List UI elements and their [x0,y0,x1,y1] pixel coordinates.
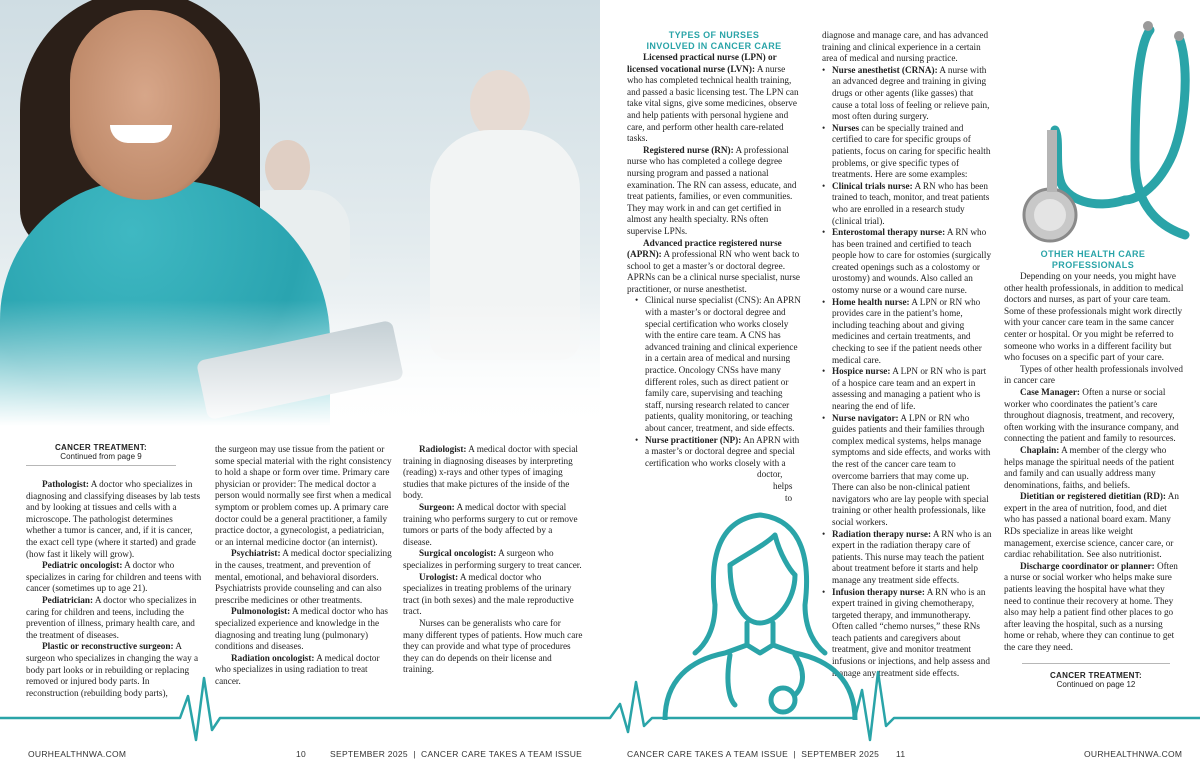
infusion-item: • Infusion therapy nurse: A RN who is an expert trained in giving chemotherapy, targeted therapy, and immunotherapy. Often called “chemo nurses,” these RNs teach patients and caregivers about treatment, give and monitor treatment infusions or injections, and help assess and manage any treatment side effects. [822,587,992,680]
footer-left-site: OURHEALTHNWA.COM [28,749,127,759]
continued-on-title: CANCER TREATMENT: [1049,671,1143,680]
discharge-entry: Discharge coordinator or planner: Often a nurse or social worker who helps make sure patients leaving the hospital have what they need to continue their recovery at home. They also may help a patient find other places to go after leaving the hospital, such as a nursing home or rehab, where they can continue to get the care they need. [1004,560,1178,652]
footer-right-page: 11 [896,749,906,759]
chaplain-entry: Chaplain: A member of the clergy who helps manage the spiritual needs of the patient and family and can usually address many denominations, faiths, and beliefs. [1004,444,1175,490]
heartbeat-line [0,660,1200,750]
footer-right-issue: CANCER CARE TAKES A TEAM ISSUE | SEPTEMBER 2025 [627,749,880,759]
continued-on-text: Continued on page 12 [1056,680,1136,689]
pediatric-oncologist-entry: Pediatric oncologist: A doctor who specializes in caring for children and teens with cancer (sometimes up to age 21). [26,560,202,594]
other-intro: Depending on your needs, you might have other health professionals, in addition to medical doctors and nurses, as part of your care team. Some of these professionals might work directly with your cancer care team in the same cancer center or hospital. Or you might be referred to someone who works in a different facility but who focuses on a specific part of your care. [1004,271,1184,363]
other-types: Types of other health professionals involved in cancer care [1004,363,1183,386]
radiologist-entry: Radiologist: A medical doctor with special training in diagnosing diseases by interpreting (reading) x-rays and other types of imaging studies that make pictures of the inside of the body. [403,444,578,501]
right-column-3 [1004,271,1184,654]
nurse-photo [0,0,600,440]
pulmonologist-entry: Pulmonologist: A medical doctor who has specialized experience and knowledge in the diagnosing and treating lung (pulmonary) conditions and diseases. [215,606,388,652]
generalists-paragraph: Nurses can be generalists who care for many different types of patients. How much care they can provide and what type of procedures they can do depends on their license and training. [403,617,583,675]
left-column-2 [215,444,393,687]
cns-item: • Clinical nurse specialist (CNS): An APRN with a master’s or doctoral degree and special certification who works closely with the entire care team. A CNS has advanced training and clinical experience in a certain area of medical and nursing practice. Oncology CNSs have many different roles, such as direct patient or family care, supervising and teaching staff, nursing research related to cancer patients, quality monitoring, or teaching about cancer, treatment, and side effects. [635,295,803,434]
surgeon-entry: Surgeon: A medical doctor with special training who performs surgery to cut or remove tumors or parts of the body affected by a disease. [403,501,578,547]
plastic-surgeon-continued: the surgeon may use tissue from the patient or some special material with the right consistency to hold a shape or form over time. Primary care physician or provider: The medical doctor a person would normally see first when a medical symptom or problem comes up. A primary care doctor could be a general practitioner, a family practice doctor, a gynecologist, a pediatrician, or an internal medicine doctor (an internist). [215,444,392,547]
aprn-entry: Advanced practice registered nurse (APRN): A professional RN who went back to school to get a master’s or doctoral degree. APRNs can be a clinical nurse specialist, nurse practitioner, or nurse anesthetist. [627,237,800,294]
radiation-therapy-item: • Radiation therapy nurse: A RN who is an expert in the radiation therapy care of patients. This nurse may teach the patient about treatment before it starts and help manage any treatment side effects. [822,529,992,587]
case-manager-entry: Case Manager: Often a nurse or social worker who coordinates the patient’s care throughout diagnosis, treatment, and recovery, often working with the insurance company, and connecting the patient and family to resources. [1004,386,1179,444]
np-item: • Nurse practitioner (NP): An APRN with a master’s or doctoral degree and special certification who works closely with a [635,435,803,470]
types-of-nurses-heading: TYPES OF NURSES INVOLVED IN CANCER CARE [646,30,782,51]
radiation-oncologist-entry: Radiation oncologist: A medical doctor who specializes in using radiation to treat cancer. [215,652,380,686]
enterostomal-item: • Enterostomal therapy nurse: A RN who has been trained and certified to teach people how to care for ostomies (surgically created openings such as a colostomy or urostomy) and wounds. Also called an ostomy nurse or a wound care nurse. [822,227,992,297]
lpn-entry: Licensed practical nurse (LPN) or licensed vocational nurse (LVN): A nurse who has completed technical health training, and passed a basic licensing test. The LPN can take vital signs, give some medicines, observe and help patients with personal hygiene and care, and perform other health care-related tasks. [627,52,799,144]
navigator-item: • Nurse navigator: A LPN or RN who guides patients and their families through complex medical systems, helps manage symptoms and side effects, and works with the rest of the cancer care team to overcome barriers that may come up. There can also be non-clinical patient navigators who are lay people with special training or other health professionals, like social workers. [822,413,992,529]
continued-from-text: Continued from page 9 [60,452,142,461]
pediatrician-entry: Pediatrician: A doctor who specializes in caring for children and teens, including the prevention of illness, primary health care, and the treatment of diseases. [26,594,197,640]
plastic-surgeon-entry: Plastic or reconstructive surgeon: A surgeon who specializes in changing the way a body part looks or in rebuilding or replacing removed or injured body parts. In reconstruction (rebuilding body parts), [26,641,199,698]
hospice-item: • Hospice nurse: A LPN or RN who is part of a hospice care team and an expert in assessing and managing a patient who is nearing the end of life. [822,366,992,412]
footer-left-page: 10 [296,749,307,759]
rn-entry: Registered nurse (RN): A professional nurse who has completed a college degree nursing program and passed a national examination. The RN can assess, educate, and treat patients, families, or even communities. They may work in and can get certified in almost any health specialty. RNs often supervise LPNs. [627,144,797,236]
footer-left-issue: SEPTEMBER 2025 | CANCER CARE TAKES A TEAM ISSUE [330,749,583,759]
np-tail-2: helps [773,480,793,491]
psychiatrist-entry: Psychiatrist: A medical doctor specializing in the causes, treatment, and prevention of mental, emotional, and behavioral disorders. Psychiatrists provide counseling and can also prescribe medicines or other treatments. [215,548,392,605]
home-health-item: • Home health nurse: A LPN or RN who provides care in the patient’s home, including teaching about and giving medicines and certain treatments, and checking to see if the patient needs other medical care. [822,297,992,367]
clinical-trials-item: • Clinical trials nurse: A RN who has been trained to teach, monitor, and treat patients who are enrolled in a research study (clinical trial). [822,181,992,227]
crna-item: • Nurse anesthetist (CRNA): A nurse with an advanced degree and training in giving drugs or other agents (like gasses) that cause a total loss of feeling or relieve pain, most often during surgery. [822,65,992,123]
nurses-item: • Nurses can be specially trained and certified to care for specific groups of patients, focus on caring for specific health problems, or give specific types of treatments. Here are some examples: [822,123,992,181]
other-professionals-heading: OTHER HEALTH CARE PROFESSIONALS [1040,249,1146,270]
left-column-3 [403,444,583,676]
continued-from-label [26,443,176,469]
right-column-1 [627,52,803,504]
surgical-oncologist-entry: Surgical oncologist: A surgeon who specializes in performing surgery to treat cancer. [403,548,582,570]
urologist-entry: Urologist: A medical doctor who specializes in treating problems of the urinary tract (in both sexes) and the male reproductive tract. [403,571,574,617]
continued-from-title: CANCER TREATMENT: [54,443,148,452]
np-tail-3: to [785,492,793,503]
np-tail-1: doctor, [757,469,783,480]
np-continued: diagnose and manage care, and has advanced training and clinical experience in a certain area of medical and nursing practice. [822,30,989,64]
stethoscope-illustration [985,10,1200,245]
pathologist-entry: Pathologist: A doctor who specializes in diagnosing and classifying diseases by lab tests and by looking at tissues and cells with a microscope. The pathologist determines whether a tumor is cancer, and, if it is cancer, the exact cell type (where it started) and grade (how fast it likely will grow). [26,479,201,559]
dietitian-entry: Dietitian or registered dietitian (RD): An expert in the area of nutrition, food, and diet who has passed a national board exam. Many RDs specialize in areas like weight management, exercise science, cancer care, or cardiac rehabilitation. See also nutritionist. [1004,491,1179,560]
footer-right-site: OURHEALTHNWA.COM [1084,749,1183,759]
